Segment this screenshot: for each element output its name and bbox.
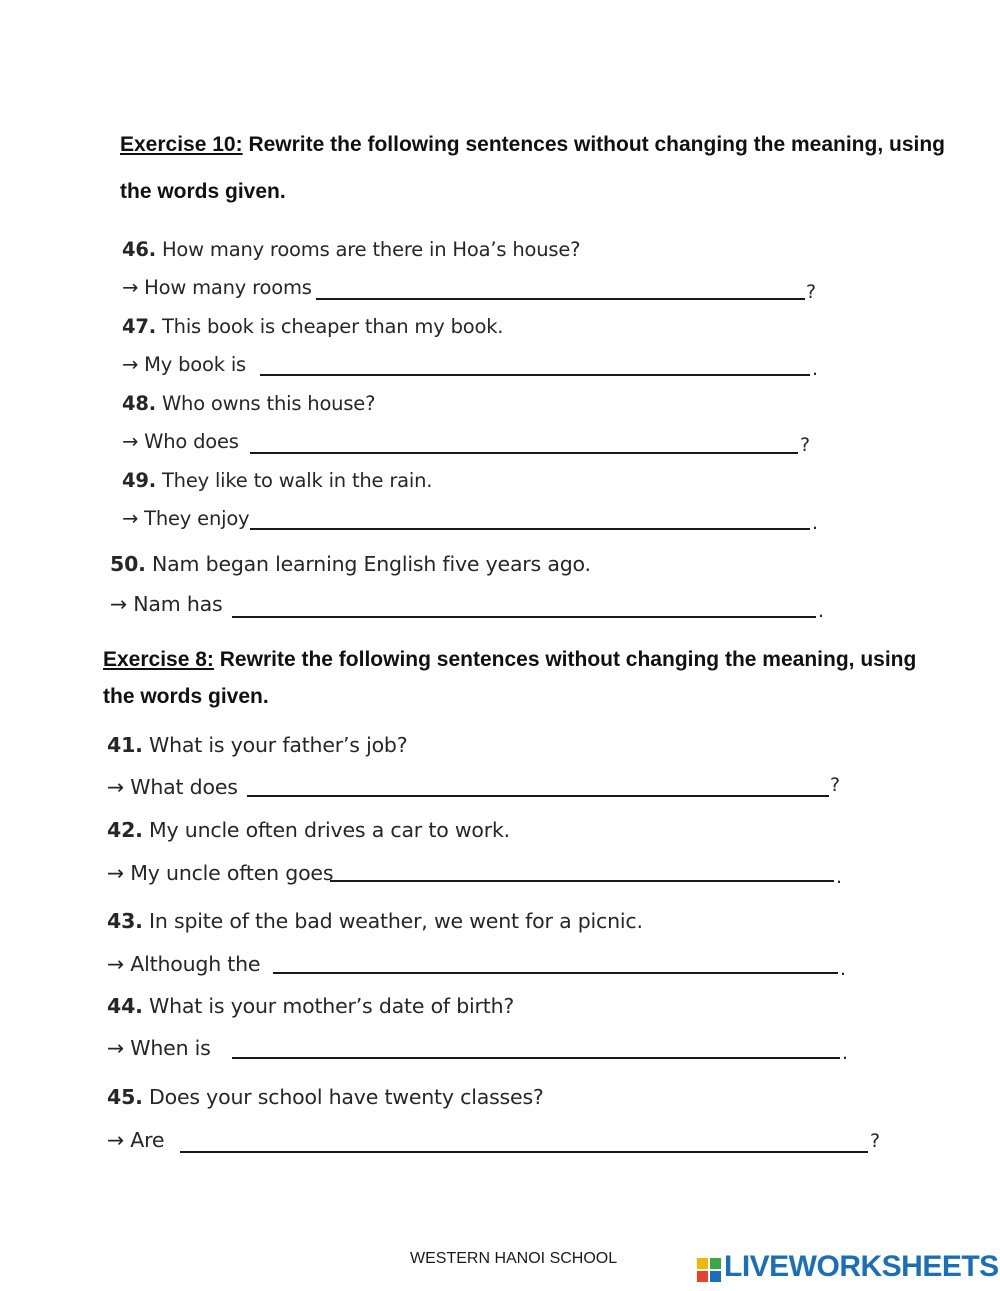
question-number: 45. xyxy=(107,1085,143,1109)
question-43 xyxy=(107,909,643,933)
answer-prompt-49: → They enjoy xyxy=(122,507,250,530)
answer-line-46[interactable] xyxy=(316,298,805,300)
question-45 xyxy=(107,1085,544,1109)
question-50 xyxy=(110,552,591,576)
answer-end-44: . xyxy=(842,1042,849,1064)
answer-line-45[interactable] xyxy=(180,1151,868,1153)
liveworksheets-brand[interactable] xyxy=(697,1250,999,1286)
answer-line-42[interactable] xyxy=(330,880,834,882)
question-number: 44. xyxy=(107,994,143,1018)
answer-end-49: . xyxy=(812,512,819,534)
answer-end-47: . xyxy=(812,358,819,380)
question-44 xyxy=(107,994,514,1018)
exercise-8-instruction: Rewrite the following sentences without changing the meaning, using xyxy=(219,648,917,671)
exercise-10-instruction-cont: the words given. xyxy=(120,180,286,203)
answer-line-43[interactable] xyxy=(273,972,838,974)
answer-end-45: ? xyxy=(870,1130,881,1152)
answer-end-46: ? xyxy=(806,281,817,303)
question-text: Does your school have twenty classes? xyxy=(149,1085,544,1109)
question-text: My uncle often drives a car to work. xyxy=(149,818,510,842)
answer-prompt-44: → When is xyxy=(107,1036,211,1060)
question-number: 43. xyxy=(107,909,143,933)
answer-line-41[interactable] xyxy=(247,795,829,797)
question-text: What is your mother’s date of birth? xyxy=(149,994,515,1018)
question-41 xyxy=(107,733,407,757)
question-text: Nam began learning English five years ago. xyxy=(152,552,591,576)
question-number: 48. xyxy=(122,392,156,415)
answer-prompt-48: → Who does xyxy=(122,430,239,453)
question-47 xyxy=(122,315,503,338)
brand-text: LIVEWORKSHEETS xyxy=(724,1250,999,1283)
question-46 xyxy=(122,238,580,261)
question-48 xyxy=(122,392,375,415)
answer-line-48[interactable] xyxy=(250,452,798,454)
answer-end-42: . xyxy=(836,866,843,888)
answer-prompt-42: → My uncle often goes xyxy=(107,861,334,885)
question-text: They like to walk in the rain. xyxy=(161,469,433,492)
exercise-8-heading xyxy=(103,648,916,672)
answer-line-44[interactable] xyxy=(232,1057,840,1059)
liveworksheets-logo-icon xyxy=(697,1258,721,1282)
answer-prompt-41: → What does xyxy=(107,775,238,799)
question-number: 46. xyxy=(122,238,156,261)
question-text: Who owns this house? xyxy=(161,392,376,415)
exercise-8-label: Exercise 8: xyxy=(103,648,214,671)
answer-end-41: ? xyxy=(830,774,841,796)
question-text: In spite of the bad weather, we went for a picnic. xyxy=(149,909,643,933)
exercise-10-label: Exercise 10: xyxy=(120,133,243,156)
question-number: 50. xyxy=(110,552,146,576)
answer-prompt-45: → Are xyxy=(107,1128,165,1152)
exercise-10-instruction: Rewrite the following sentences without changing the meaning, using xyxy=(248,133,946,156)
answer-line-47[interactable] xyxy=(260,374,810,376)
answer-line-50[interactable] xyxy=(232,616,816,618)
question-number: 42. xyxy=(107,818,143,842)
question-49 xyxy=(122,469,432,492)
answer-prompt-50: → Nam has xyxy=(110,592,223,616)
answer-prompt-43: → Although the xyxy=(107,952,261,976)
answer-end-50: . xyxy=(818,600,825,622)
answer-prompt-46: → How many rooms xyxy=(122,276,312,299)
question-number: 49. xyxy=(122,469,156,492)
answer-line-49[interactable] xyxy=(250,528,810,530)
exercise-8-instruction-cont: the words given. xyxy=(103,685,269,708)
answer-end-48: ? xyxy=(800,434,811,456)
question-number: 47. xyxy=(122,315,156,338)
footer-school-name: WESTERN HANOI SCHOOL xyxy=(410,1250,618,1267)
exercise-10-heading xyxy=(120,133,945,157)
question-text: How many rooms are there in Hoa’s house? xyxy=(161,238,581,261)
question-text: What is your father’s job? xyxy=(149,733,408,757)
question-42 xyxy=(107,818,510,842)
question-text: This book is cheaper than my book. xyxy=(161,315,504,338)
question-number: 41. xyxy=(107,733,143,757)
answer-end-43: . xyxy=(840,958,847,980)
answer-prompt-47: → My book is xyxy=(122,353,247,376)
